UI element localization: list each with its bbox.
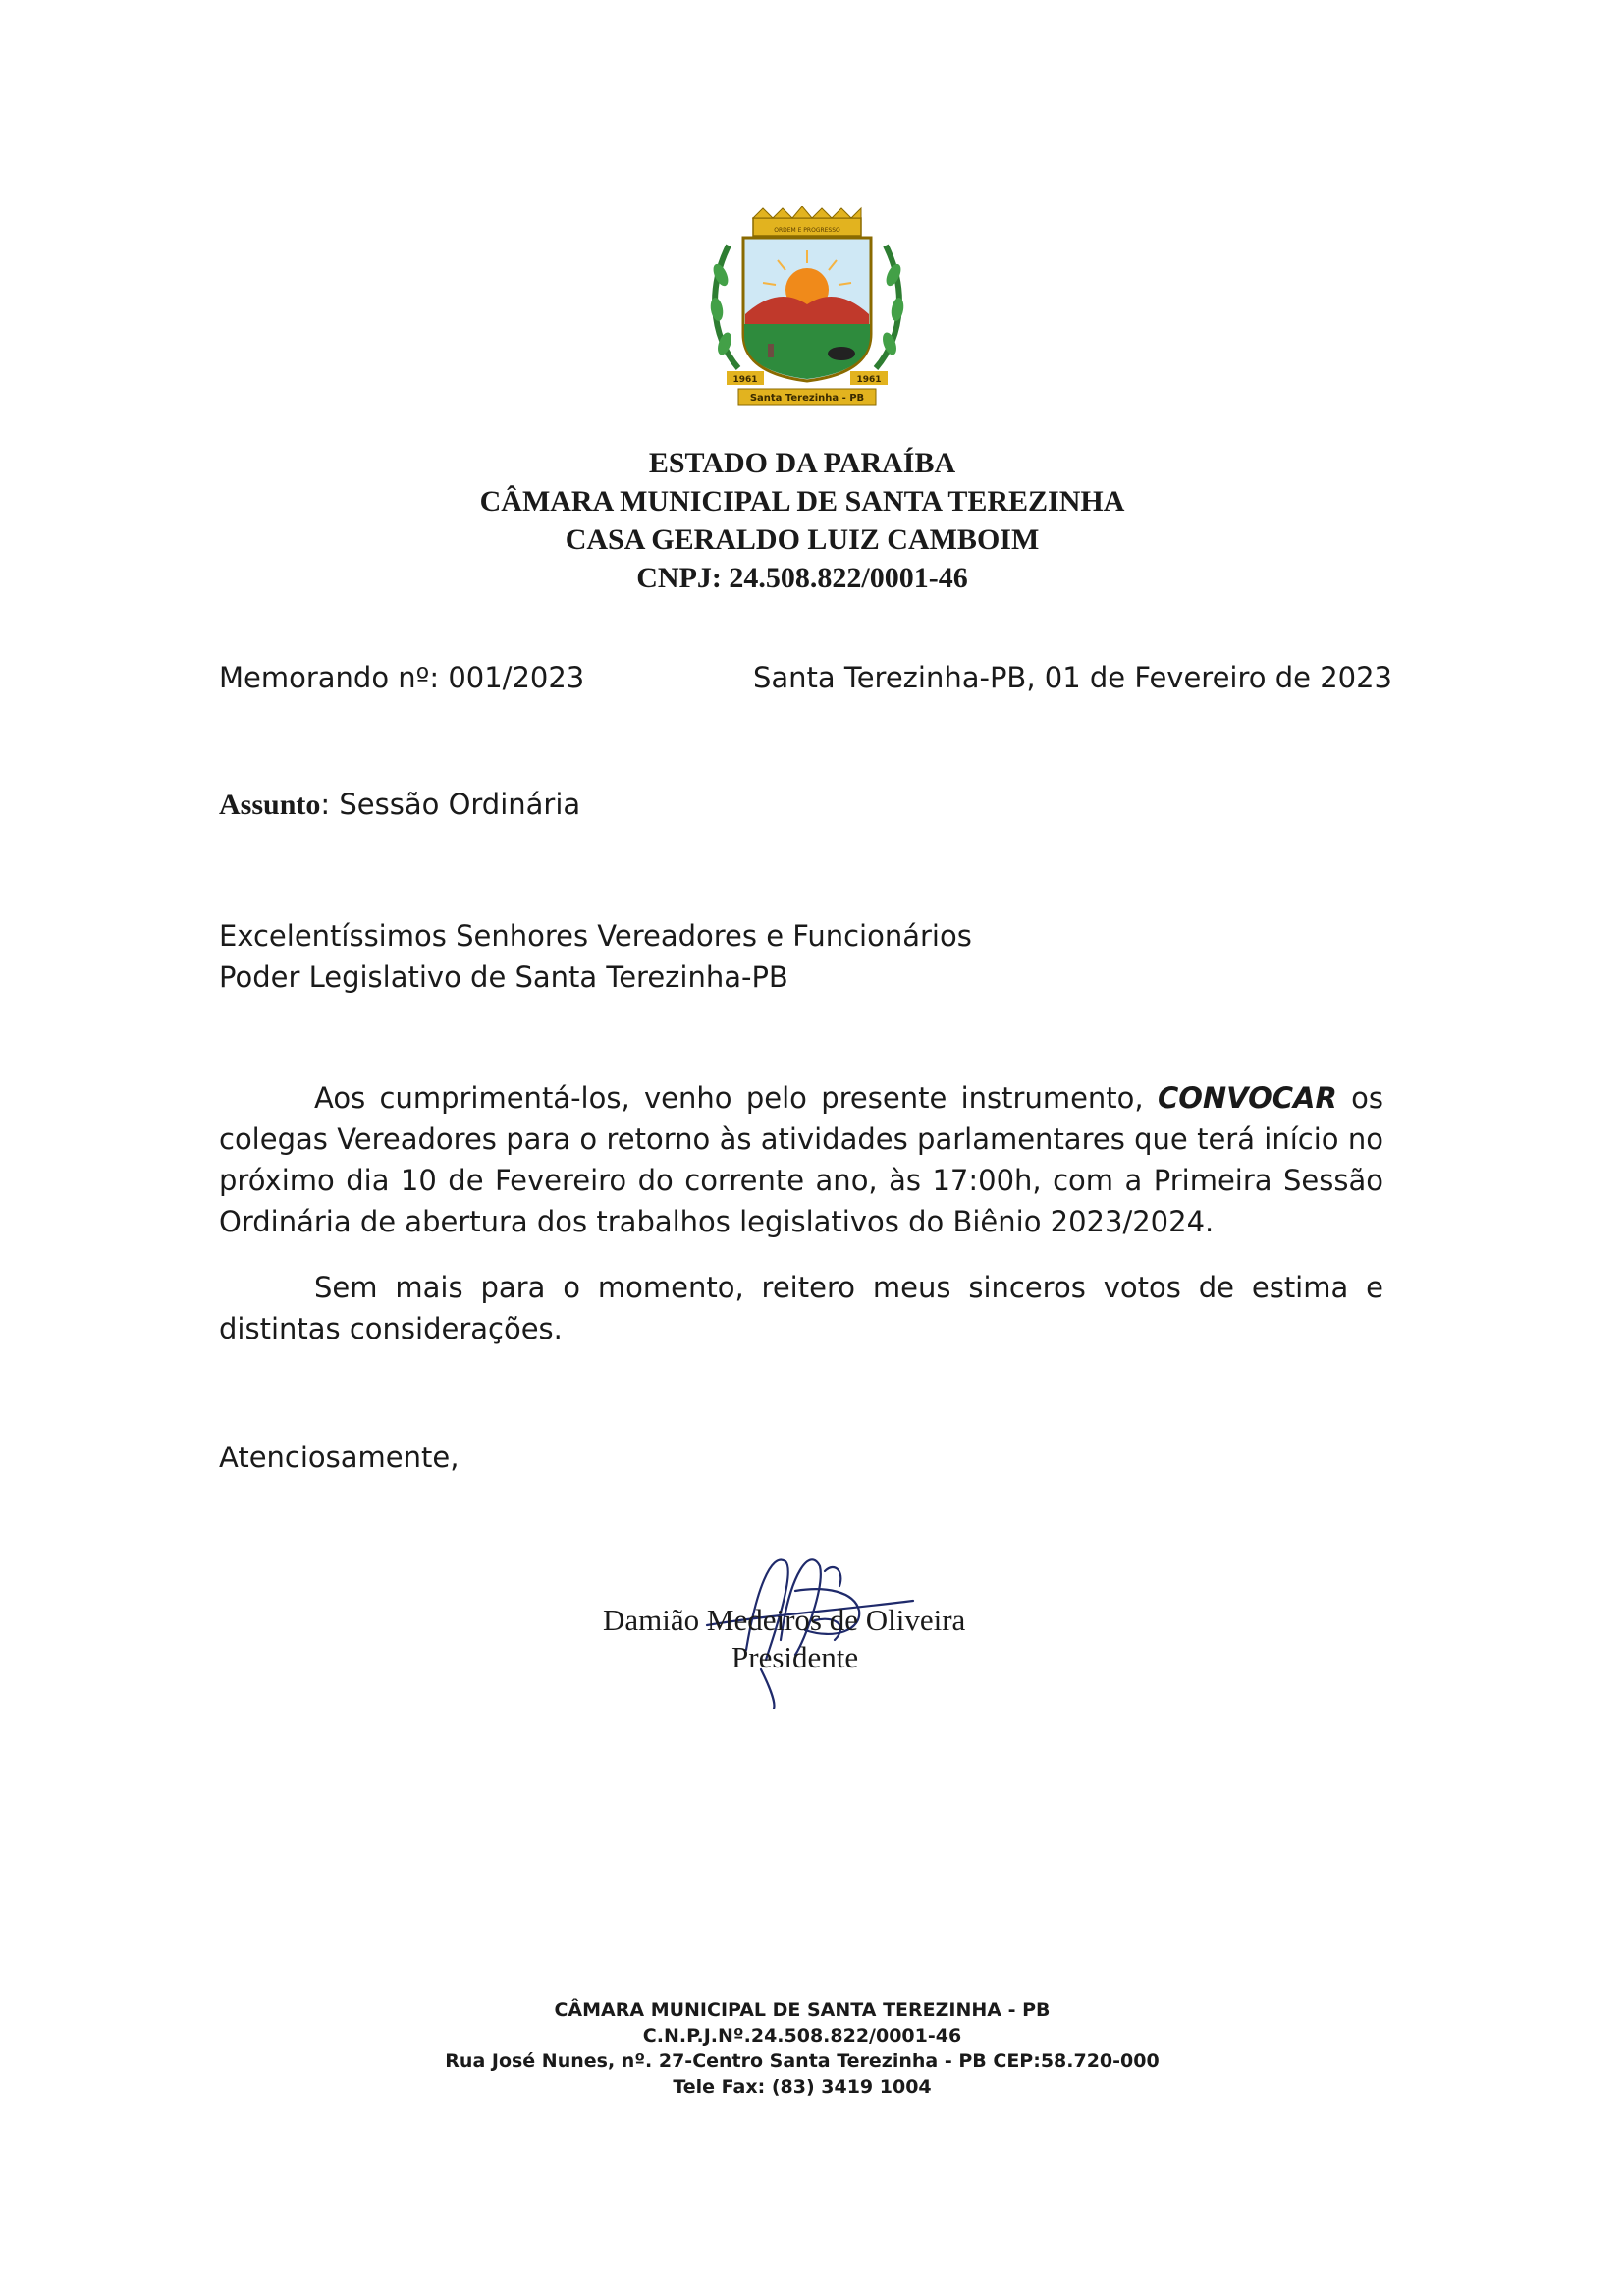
subject-line [219, 788, 580, 822]
state-name: ESTADO DA PARAÍBA [648, 447, 956, 479]
chamber-name: CÂMARA MUNICIPAL DE SANTA TEREZINHA [479, 485, 1125, 518]
body-paragraph-1 [219, 1077, 1383, 1242]
addressee-line-1: Excelentíssimos Senhores Vereadores e Funcionários [219, 919, 972, 953]
footer-chamber: CÂMARA MUNICIPAL DE SANTA TEREZINHA - PB [554, 1999, 1051, 2021]
cnpj-line: CNPJ: 24.508.822/0001-46 [636, 562, 968, 594]
paragraph-1-text-end: os colegas Vereadores para o retorno às atividades parlamentares que terá início no próximo dia 10 de Fevereiro do corrente ano, às 17:00h, com a Primeira Sessão Ordinária de abertura dos trabalhos legislativos do Biênio 2023/2024. [219, 1081, 1384, 1238]
document-header [0, 444, 1604, 597]
footer-phone: Tele Fax: (83) 3419 1004 [673, 2076, 932, 2098]
closing-salutation: Atenciosamente, [219, 1441, 460, 1474]
addressee-line-2: Poder Legislativo de Santa Terezinha-PB [219, 960, 788, 994]
addressee-block [219, 915, 972, 998]
municipal-crest-logo [699, 206, 915, 412]
document-footer [0, 1997, 1604, 2100]
convocar-emphasis: CONVOCAR [1157, 1081, 1337, 1115]
paragraph-1-text-start: Aos cumprimentá-los, venho pelo presente instrumento, [314, 1081, 1158, 1115]
shield-icon [743, 238, 871, 381]
svg-text:1961: 1961 [732, 375, 758, 385]
memo-number: Memorando nº: 001/2023 [219, 661, 585, 694]
signatory-title: Presidente [731, 1640, 859, 1674]
subject-value: : Sessão Ordinária [320, 788, 581, 821]
footer-cnpj: C.N.P.J.Nº.24.508.822/0001-46 [642, 2025, 962, 2047]
signatory-name: Damião Medeiros de Oliveira [603, 1603, 966, 1637]
house-name: CASA GERALDO LUIZ CAMBOIM [565, 523, 1040, 556]
crown-icon [753, 206, 861, 236]
svg-text:1961: 1961 [856, 375, 882, 385]
svg-text:Santa Terezinha - PB: Santa Terezinha - PB [749, 393, 865, 404]
footer-address: Rua José Nunes, nº. 27-Centro Santa Terezinha - PB CEP:58.720-000 [445, 2050, 1160, 2072]
body-paragraph-2: Sem mais para o momento, reitero meus sinceros votos de estima e distintas considerações. [219, 1271, 1383, 1345]
memo-place-date: Santa Terezinha-PB, 01 de Fevereiro de 2023 [753, 661, 1392, 694]
subject-label: Assunto [219, 789, 321, 821]
svg-text:ORDEM E PROGRESSO: ORDEM E PROGRESSO [774, 227, 840, 234]
